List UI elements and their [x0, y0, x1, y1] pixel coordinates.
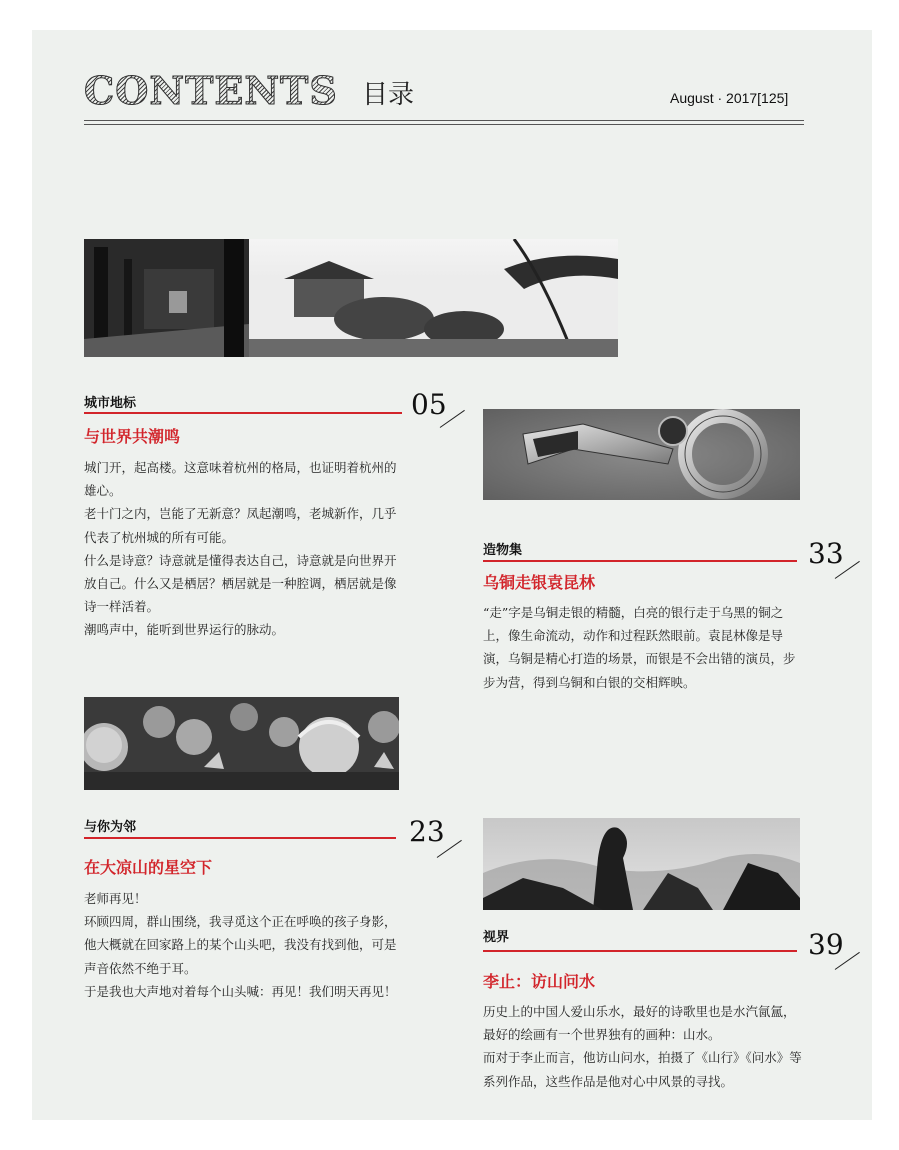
section-rule [84, 837, 396, 839]
mountain-photo [483, 818, 800, 910]
article-paragraph: “走”字是乌铜走银的精髓，白亮的银行走于乌黑的铜之上，像生命流动，动作和过程跃然眼前。袁昆林像是导演，乌铜是精心打造的场景，而银是不会出错的演员，步步为营，得到乌铜和白银的交相辉映。 [483, 605, 796, 690]
article-title[interactable]: 在大凉山的星空下 [84, 858, 213, 877]
header-rule [84, 124, 804, 125]
section-rule [483, 560, 797, 562]
page-number: 23 [409, 815, 445, 848]
article-paragraph: 历史上的中国人爱山乐水，最好的诗歌里也是水汽氤氲，最好的绘画有一个世界独有的画种：山水。 [483, 1004, 796, 1043]
article-title[interactable]: 与世界共潮鸣 [84, 427, 181, 446]
garden-photo [84, 239, 618, 357]
article-body [483, 601, 803, 694]
contents-title: CONTENTS [84, 68, 338, 113]
page-number: 33 [808, 537, 844, 570]
category-label: 造物集 [483, 543, 523, 558]
issue-date: August · 2017[125] [670, 90, 789, 106]
article-paragraph: 而对于李止而言，他访山问水，拍摄了《山行》《问水》等系列作品，这些作品是他对心中风景的寻找。 [483, 1050, 802, 1089]
article-title[interactable]: 乌铜走银袁昆林 [483, 573, 596, 592]
article-paragraph: 什么是诗意？诗意就是懂得表达自己，诗意就是向世界开放自己。什么又是栖居？栖居就是一种腔调，栖居就是像诗一样活着。 [84, 552, 397, 615]
article-body [84, 887, 406, 1003]
article-paragraph: 环顾四周，群山围绕，我寻觅这个正在呼唤的孩子身影，他大概就在回家路上的某个山头吧，我没有找到他，可是声音依然不绝于耳。 [84, 914, 397, 976]
article-paragraph: 老十门之内，岂能了无新意？凤起潮鸣，老城新作，几乎代表了杭州城的所有可能。 [84, 506, 397, 545]
category-label: 城市地标 [84, 396, 137, 411]
article-paragraph: 于是我也大声地对着每个山头喊：再见！我们明天再见！ [84, 983, 397, 999]
copper-craft-photo [483, 409, 800, 500]
header-rule [84, 120, 804, 121]
section-rule [84, 412, 402, 414]
category-label: 视界 [483, 930, 510, 945]
page-number: 39 [808, 928, 844, 961]
article-body [84, 456, 406, 642]
article-paragraph: 老师再见！ [84, 891, 147, 906]
section-rule [483, 950, 797, 952]
contents-title-cn: 目录 [362, 80, 415, 110]
children-photo [84, 697, 399, 790]
article-paragraph: 潮鸣声中，能听到世界运行的脉动。 [84, 622, 285, 638]
article-title[interactable]: 李止：访山问水 [483, 972, 596, 991]
article-body [483, 1000, 805, 1093]
page-number: 05 [411, 388, 447, 421]
category-label: 与你为邻 [84, 820, 137, 835]
article-paragraph: 城门开，起高楼。这意味着杭州的格局，也证明着杭州的雄心。 [84, 460, 397, 499]
